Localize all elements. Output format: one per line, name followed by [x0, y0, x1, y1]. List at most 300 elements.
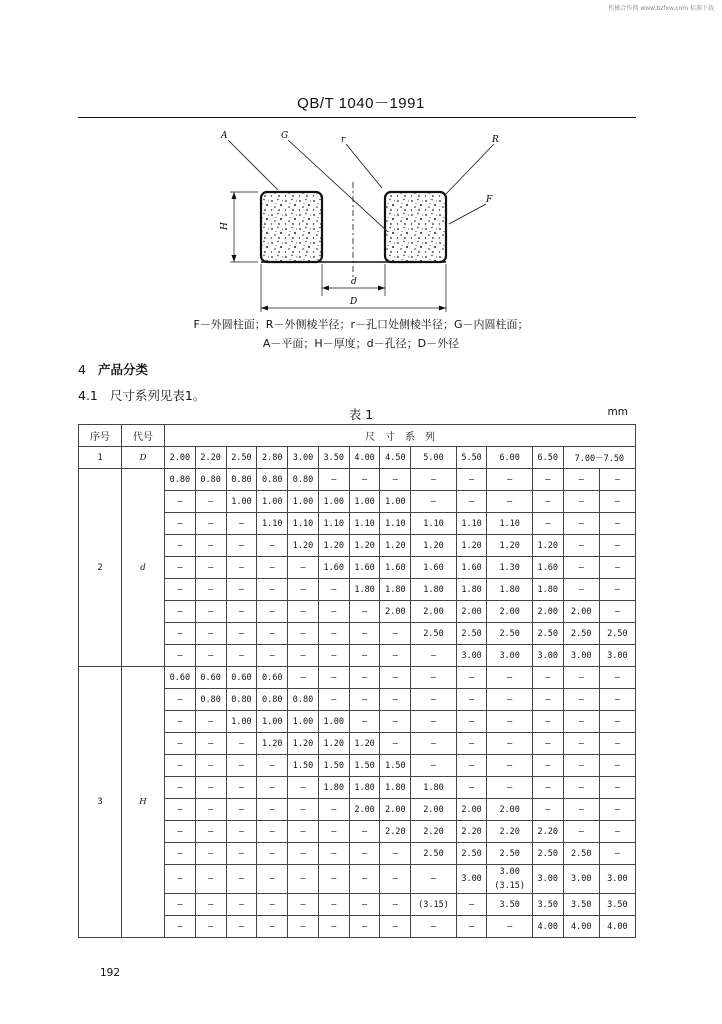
table-cell: —: [380, 469, 411, 491]
table-cell: —: [456, 777, 487, 799]
table-cell: 2.00: [487, 601, 532, 623]
table-cell: 3.00: [487, 645, 532, 667]
table-cell: 1.00: [226, 711, 257, 733]
table-cell: 2.20: [456, 821, 487, 843]
table-header-row: [79, 425, 636, 447]
table-cell: —: [288, 865, 319, 894]
table-cell: 2.50: [532, 843, 563, 865]
table-cell: 2.50: [487, 623, 532, 645]
table-cell: 2.50: [487, 843, 532, 865]
table-cell: 1.80: [532, 579, 563, 601]
table-cell: 1.80: [411, 579, 456, 601]
table-cell: 1.00: [226, 491, 257, 513]
table-cell: —: [563, 513, 599, 535]
table-cell: 2.00: [349, 799, 380, 821]
table-cell: —: [532, 513, 563, 535]
table-cell: —: [599, 491, 635, 513]
svg-text:H: H: [220, 222, 230, 230]
table-cell: 4.00: [599, 916, 635, 938]
table-cell: 1.60: [349, 557, 380, 579]
table-cell: —: [411, 469, 456, 491]
table-cell: —: [599, 733, 635, 755]
right-section: [385, 192, 446, 262]
table-cell: 3.50: [487, 894, 532, 916]
table-cell: —: [599, 557, 635, 579]
table-cell: 2.00: [411, 799, 456, 821]
table-cell: —: [226, 821, 257, 843]
table-cell: —: [349, 469, 380, 491]
table-cell: 2.00: [411, 601, 456, 623]
table-cell: —: [563, 667, 599, 689]
table-cell: —: [456, 469, 487, 491]
section-4-heading: [78, 360, 148, 378]
table-cell: —: [165, 689, 196, 711]
table-cell: —: [563, 579, 599, 601]
table-cell: —: [456, 491, 487, 513]
table-cell: —: [165, 843, 196, 865]
table-cell: 2.00: [380, 799, 411, 821]
table-cell: —: [532, 469, 563, 491]
table-cell: 1.20: [532, 535, 563, 557]
table-cell: —: [226, 799, 257, 821]
table-cell: —: [165, 645, 196, 667]
table-cell: —: [456, 894, 487, 916]
table-cell: —: [349, 821, 380, 843]
table-cell: —: [165, 916, 196, 938]
table-cell: 2.50: [563, 843, 599, 865]
table-cell: —: [380, 667, 411, 689]
table-cell: —: [318, 865, 349, 894]
table-cell: 1.10: [411, 513, 456, 535]
label-G: G: [281, 131, 289, 141]
table-cell: —: [226, 894, 257, 916]
row-number: 1: [79, 447, 122, 469]
table-cell: 1.20: [456, 535, 487, 557]
table-cell: —: [599, 799, 635, 821]
table-cell: —: [380, 894, 411, 916]
table-cell: —: [318, 799, 349, 821]
table-cell: —: [563, 711, 599, 733]
table-cell: (3.15): [411, 894, 456, 916]
table-cell: 2.00: [487, 799, 532, 821]
table-cell: 1.60: [380, 557, 411, 579]
table-cell: —: [195, 513, 226, 535]
table-cell: 2.00: [456, 601, 487, 623]
table-cell: —: [318, 894, 349, 916]
table-cell: —: [411, 865, 456, 894]
table-cell: —: [226, 513, 257, 535]
table-cell: 1.80: [487, 579, 532, 601]
table-cell: —: [411, 755, 456, 777]
table-cell: —: [349, 601, 380, 623]
table-cell: —: [411, 916, 456, 938]
table-cell: —: [165, 799, 196, 821]
table-cell: 3.00: [599, 645, 635, 667]
table-cell: 2.00: [532, 601, 563, 623]
table-cell: 1.10: [456, 513, 487, 535]
table-cell: 3.50: [318, 447, 349, 469]
table-cell: —: [563, 689, 599, 711]
label-A: A: [221, 131, 228, 141]
table-cell: —: [487, 491, 532, 513]
table-cell: 3.00: [532, 645, 563, 667]
table-cell: —: [257, 843, 288, 865]
row-number: 3: [79, 667, 122, 938]
table-cell: 1.10: [380, 513, 411, 535]
table-cell: —: [195, 557, 226, 579]
table-cell: —: [380, 711, 411, 733]
table-cell: —: [532, 491, 563, 513]
svg-text:d: d: [351, 277, 357, 287]
table-cell: —: [288, 579, 319, 601]
table-cell: 2.50: [599, 623, 635, 645]
table-cell: —: [257, 894, 288, 916]
table-cell: 6.00: [487, 447, 532, 469]
table-cell: 0.80: [195, 689, 226, 711]
table-cell: 2.20: [195, 447, 226, 469]
section-4-number: 4: [78, 362, 86, 377]
table-cell: —: [456, 755, 487, 777]
table-cell: —: [456, 689, 487, 711]
table-cell: —: [257, 821, 288, 843]
table-cell: 4.50: [380, 447, 411, 469]
table-cell: —: [380, 623, 411, 645]
table-cell: —: [599, 469, 635, 491]
table-cell: 2.50: [563, 623, 599, 645]
table-cell: —: [195, 579, 226, 601]
table-cell: —: [318, 916, 349, 938]
table-cell: 1.80: [318, 777, 349, 799]
table-cell: —: [226, 733, 257, 755]
section-4-1: [78, 386, 205, 404]
table-cell: 1.00: [257, 711, 288, 733]
table-cell: —: [257, 865, 288, 894]
table-cell: 1.20: [411, 535, 456, 557]
table-cell: 1.30: [487, 557, 532, 579]
table-cell: —: [195, 843, 226, 865]
table-cell: 0.80: [288, 689, 319, 711]
table-cell: 1.20: [288, 535, 319, 557]
table-cell: —: [257, 645, 288, 667]
section-4-title: 产品分类: [97, 362, 148, 377]
table-cell: 1.50: [318, 755, 349, 777]
table-cell: 3.00: [456, 865, 487, 894]
table-cell: —: [195, 821, 226, 843]
table-cell: 1.80: [380, 777, 411, 799]
table-cell: 1.20: [349, 535, 380, 557]
table-cell: —: [226, 535, 257, 557]
table-cell: 2.20: [532, 821, 563, 843]
table-cell: —: [195, 535, 226, 557]
table-title: 表 1: [348, 407, 374, 422]
table-cell: —: [257, 601, 288, 623]
table-cell: —: [456, 711, 487, 733]
table-cell: —: [257, 799, 288, 821]
table-cell: 2.50: [226, 447, 257, 469]
table-cell: —: [318, 689, 349, 711]
table-cell: —: [288, 623, 319, 645]
table-cell: —: [563, 535, 599, 557]
table-cell: —: [318, 667, 349, 689]
table-cell: —: [487, 667, 532, 689]
standard-number: QB/T 1040－1991: [297, 95, 425, 112]
table-cell: 3.00: [563, 645, 599, 667]
header-rule: [78, 117, 636, 118]
table-cell: 0.80: [195, 469, 226, 491]
table-cell: —: [165, 777, 196, 799]
table-cell: —: [599, 755, 635, 777]
table-cell: 3.00: [456, 645, 487, 667]
table-cell: 1.00: [349, 491, 380, 513]
table-cell: —: [288, 667, 319, 689]
table-cell: 1.20: [288, 733, 319, 755]
table-cell: —: [599, 579, 635, 601]
table-cell: 2.50: [411, 623, 456, 645]
table-cell: —: [318, 469, 349, 491]
table-cell: 6.50: [532, 447, 563, 469]
table-cell: —: [532, 777, 563, 799]
table-cell: 1.10: [288, 513, 319, 535]
table-cell: —: [288, 557, 319, 579]
table-cell: 1.00: [288, 711, 319, 733]
table-row: [79, 667, 636, 689]
table-cell: —: [165, 601, 196, 623]
table-cell: 1.00: [318, 491, 349, 513]
table-cell: —: [349, 689, 380, 711]
table-cell: —: [599, 821, 635, 843]
page-number: 192: [100, 967, 121, 979]
table-cell: —: [487, 711, 532, 733]
table-cell: —: [288, 821, 319, 843]
table-cell: 0.60: [226, 667, 257, 689]
table-cell: 1.80: [349, 777, 380, 799]
table-cell: —: [165, 755, 196, 777]
table-cell: —: [226, 579, 257, 601]
table-cell: 3.00: [599, 865, 635, 894]
table-cell: —: [165, 733, 196, 755]
table-cell: 1.00: [288, 491, 319, 513]
table-cell: —: [487, 755, 532, 777]
header-serial: 序号: [79, 425, 122, 447]
table-cell: —: [257, 623, 288, 645]
table-cell: —: [563, 799, 599, 821]
table-cell: —: [165, 535, 196, 557]
table-cell: —: [349, 711, 380, 733]
table-cell: —: [195, 623, 226, 645]
table-cell: —: [411, 689, 456, 711]
table-cell: —: [288, 799, 319, 821]
table-cell: 1.10: [487, 513, 532, 535]
svg-text:D: D: [350, 297, 358, 307]
table-cell: —: [288, 777, 319, 799]
table-cell: —: [195, 799, 226, 821]
table-cell: 2.00: [380, 601, 411, 623]
table-cell: 1.50: [349, 755, 380, 777]
table-cell: —: [318, 821, 349, 843]
table-cell: 1.60: [411, 557, 456, 579]
table-cell: 3.00: [532, 865, 563, 894]
table-cell: 2.20: [487, 821, 532, 843]
table-cell: —: [380, 689, 411, 711]
table-cell: —: [165, 711, 196, 733]
table-cell: —: [226, 557, 257, 579]
table-cell: 2.20: [380, 821, 411, 843]
table-cell: 0.80: [226, 469, 257, 491]
table-cell: —: [563, 777, 599, 799]
table-cell: —: [599, 777, 635, 799]
table-cell: —: [165, 491, 196, 513]
table-cell: 0.60: [195, 667, 226, 689]
table-cell: —: [195, 777, 226, 799]
table-cell: —: [599, 601, 635, 623]
label-F: F: [486, 195, 493, 205]
header-series: 尺 寸 系 列: [165, 425, 636, 447]
table-cell: 1.80: [380, 579, 411, 601]
table-cell: —: [226, 865, 257, 894]
table-cell: 0.80: [165, 469, 196, 491]
table-cell: 1.20: [487, 535, 532, 557]
table-cell: 2.00: [456, 799, 487, 821]
table-cell: 7.00－7.50: [563, 447, 635, 469]
table-cell: —: [563, 491, 599, 513]
row-code: d: [122, 469, 165, 667]
table-row-D: [79, 447, 636, 469]
table-cell: —: [599, 843, 635, 865]
table-cell: 2.50: [532, 623, 563, 645]
section-4-1-text: 尺寸系列见表1。: [109, 388, 206, 403]
table-cell: —: [165, 513, 196, 535]
table-cell: —: [532, 711, 563, 733]
table-cell: 3.00 (3.15): [487, 865, 532, 894]
table-cell: 1.60: [456, 557, 487, 579]
table-cell: —: [257, 535, 288, 557]
table-cell: —: [165, 623, 196, 645]
table-cell: —: [349, 865, 380, 894]
table-cell: 1.20: [318, 733, 349, 755]
table-cell: —: [257, 557, 288, 579]
table-cell: 3.00: [288, 447, 319, 469]
table-cell: 2.50: [456, 623, 487, 645]
table-cell: —: [195, 894, 226, 916]
left-section: [261, 192, 322, 262]
table-cell: 1.20: [380, 535, 411, 557]
table-cell: —: [599, 689, 635, 711]
table-cell: —: [599, 711, 635, 733]
table-cell: —: [257, 777, 288, 799]
table-cell: 3.50: [532, 894, 563, 916]
label-r: r: [341, 135, 346, 145]
table-cell: —: [318, 579, 349, 601]
table-cell: —: [411, 645, 456, 667]
table-cell: —: [563, 557, 599, 579]
table-cell: —: [532, 733, 563, 755]
table-cell: —: [599, 667, 635, 689]
table-cell: —: [349, 645, 380, 667]
table-cell: 2.80: [257, 447, 288, 469]
table-cell: —: [226, 916, 257, 938]
section-4-1-number: 4.1: [78, 388, 98, 403]
table-cell: 1.20: [318, 535, 349, 557]
table-cell: 3.00: [563, 865, 599, 894]
table-cell: —: [195, 865, 226, 894]
table-row: [79, 469, 636, 491]
table-cell: —: [165, 821, 196, 843]
table-cell: 4.00: [532, 916, 563, 938]
table-cell: —: [563, 469, 599, 491]
table-cell: —: [599, 535, 635, 557]
header-code: 代号: [122, 425, 165, 447]
table-cell: 0.80: [257, 689, 288, 711]
table-cell: —: [165, 865, 196, 894]
table-cell: 2.50: [411, 843, 456, 865]
table-cell: 1.00: [257, 491, 288, 513]
table-cell: 2.00: [165, 447, 196, 469]
table-cell: —: [288, 894, 319, 916]
table-cell: —: [563, 733, 599, 755]
table-cell: 1.10: [257, 513, 288, 535]
table-cell: 5.00: [411, 447, 456, 469]
table-cell: —: [318, 623, 349, 645]
table-cell: —: [318, 843, 349, 865]
table-cell: —: [380, 843, 411, 865]
table-cell: —: [165, 894, 196, 916]
table-cell: 5.50: [456, 447, 487, 469]
table-cell: —: [165, 557, 196, 579]
table-cell: —: [226, 601, 257, 623]
table-cell: —: [411, 711, 456, 733]
table-cell: —: [532, 755, 563, 777]
table-cell: —: [380, 916, 411, 938]
table-cell: —: [411, 667, 456, 689]
table-cell: —: [349, 623, 380, 645]
table-cell: —: [195, 916, 226, 938]
table-cell: 0.80: [226, 689, 257, 711]
table-cell: —: [288, 601, 319, 623]
table-cell: —: [456, 916, 487, 938]
table-cell: —: [599, 513, 635, 535]
table-cell: —: [349, 667, 380, 689]
table-cell: —: [380, 865, 411, 894]
table-cell: —: [380, 733, 411, 755]
table-cell: —: [195, 491, 226, 513]
table-cell: —: [532, 667, 563, 689]
table-cell: —: [487, 777, 532, 799]
table-cell: 1.80: [456, 579, 487, 601]
table-cell: 1.00: [318, 711, 349, 733]
table-cell: 1.80: [349, 579, 380, 601]
table-cell: 1.20: [257, 733, 288, 755]
table-cell: —: [226, 777, 257, 799]
table-cell: 1.50: [380, 755, 411, 777]
table-unit: mm: [607, 406, 628, 418]
table-cell: —: [411, 733, 456, 755]
table-cell: —: [318, 601, 349, 623]
table-cell: —: [487, 689, 532, 711]
figure-caption-line1: F－外圆柱面；R－外侧棱半径；r－孔口处侧棱半径；G－内圆柱面；: [193, 318, 529, 331]
table-cell: —: [288, 843, 319, 865]
table-cell: —: [487, 916, 532, 938]
table-cell: —: [563, 821, 599, 843]
table-cell: —: [532, 799, 563, 821]
table-cell: —: [226, 843, 257, 865]
table-cell: 0.80: [257, 469, 288, 491]
corner-watermark: 机械合作网 www.bzfxw.com 标准下载: [608, 5, 714, 12]
table-cell: 1.20: [349, 733, 380, 755]
row-code: H: [122, 667, 165, 938]
table-cell: —: [349, 916, 380, 938]
table-cell: —: [165, 579, 196, 601]
table-cell: 0.60: [165, 667, 196, 689]
